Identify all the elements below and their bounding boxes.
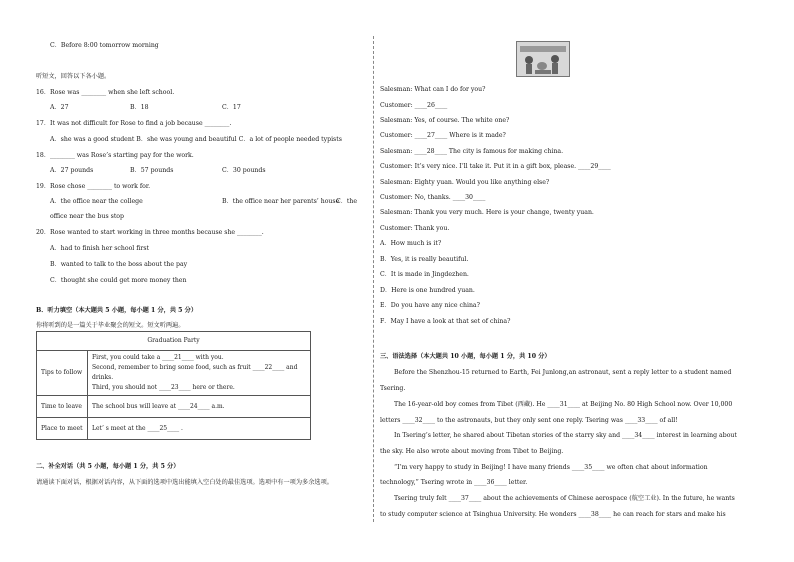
passage-line: “I’m very happy to study in Beijing! I have many friends ____35____ we often chat about information [394,464,708,471]
dialog-line: Customer: Thank you. [380,225,450,232]
option-b: B．18 [130,104,149,111]
passage-line: technology,” Tsering wrote in ____36____ letter. [380,479,528,486]
passage-line: Before the Shenzhou-15 returned to Earth, Fei Junlong,an astronaut, sent a reply letter to a student named [394,369,732,376]
dialog-line: Salesman: ____28____ The city is famous for making china. [380,148,564,155]
instruction: 听短文，回答以下各小题。 [36,73,111,80]
dialog-line: Customer: It’s very nice. I’ll take it. Put it in a gift box, please. ____29____ [380,163,611,170]
shop-scene-image [517,42,569,76]
row-head: Place to meet [37,418,88,440]
passage-line: to study computer science at Tsinghua University. He wonders ____38____ he can reach for stars and make his [380,511,726,518]
section-instruction: 你将听到的是一篇关于毕业聚会的短文。短文听两遍。 [36,322,185,329]
option-c: C．17 [222,104,241,111]
choice-option: E．Do you have any nice china? [380,302,480,309]
question-17: 17．It was not difficult for Rose to find a job because ________. [36,120,232,127]
option-line: C．Before 8:00 tomorrow morning [50,42,159,49]
choice-option: C．It is made in Jingdezhen. [380,271,469,278]
option-b: B．the office near her parents’ house [222,198,340,205]
passage-line: Tsering truly felt ____37____ about the achievements of Chinese aerospace (航空工业). In the future, he wants [394,495,735,502]
section-heading: 二、补全对话（共 5 小题，每小题 1 分，共 5 分） [36,463,180,470]
tip-line: Third, you should not ____23____ here or there. [92,384,235,391]
passage-line: In Tsering’s letter, he shared about Tibetan stories of the starry sky and ____34____ interest in learning about [394,432,737,439]
choice-option: D．Here is one hundred yuan. [380,287,475,294]
passage-line: The 16-year-old boy comes from Tibet (西藏). He ____31____ at Beijing No. 80 High School now. Over 10,000 [394,401,733,408]
option-c: C．30 pounds [222,167,266,174]
section-heading: B．听力填空（本大题共 5 小题，每小题 1 分，共 5 分） [36,307,198,314]
table-cell [88,351,311,396]
passage-line: the sky. He also wrote about moving from Tibet to Beijing. [380,448,564,455]
table-title: Graduation Party [37,332,311,351]
passage-line: Tsering. [380,385,406,392]
option-a: A．the office near the college [50,198,143,205]
choice-option: A．How much is it? [380,240,442,247]
tip-line: First, you could take a ____21____ with you. [92,354,224,361]
right-column [380,0,737,562]
option-c: C．thought she could get more money then [50,277,187,284]
graduation-table [36,331,311,440]
option-c: C．the [336,198,358,205]
column-divider [373,36,374,522]
dialog-line: Customer: ____27____ Where is it made? [380,132,506,139]
row-head: Time to leave [37,396,88,418]
choice-option: B．Yes, it is really beautiful. [380,256,469,263]
option-b: B．wanted to talk to the boss about the pay [50,261,188,268]
tip-line: Second, remember to bring some food, such as fruit ____22____ and drinks. [92,364,298,381]
question-18: 18．________ was Rose’s starting pay for the work. [36,152,194,159]
option-a: A．27 pounds [50,167,94,174]
table-cell: Let’ s meet at the ____25____ . [88,418,311,440]
option-a: A．27 [50,104,69,111]
section-instruction: 请通读下面对话，根据对话内容，从下面的选项中选出能填入空白处的最佳选项。选项中有一项为多余选项。 [36,479,333,486]
question-20: 20．Rose wanted to start working in three months because she ________. [36,229,264,236]
option-a: A．had to finish her school first [50,245,149,252]
dialog-line: Customer: No, thanks. ____30____ [380,194,486,201]
passage-line: letters ____32____ to the astronauts, but they only sent one reply. Tsering was ____33____ of all! [380,417,678,424]
section-heading: 三、语法选择（本大题共 10 小题，每小题 1 分，共 10 分） [380,353,551,360]
left-column [36,0,366,562]
row-head: Tips to follow [37,351,88,396]
dialog-line: Customer: ____26____ [380,102,448,109]
question-19: 19．Rose chose ________ to work for. [36,183,151,190]
choice-option: F．May I have a look at that set of china? [380,318,511,325]
dialog-line: Salesman: Yes, of course. The white one? [380,117,510,124]
option-c-cont: office near the bus stop [50,213,124,220]
illustration [516,41,570,77]
question-16: 16．Rose was ________ when she left school. [36,89,175,96]
options-17: A．she was a good student B．she was young and beautiful C．a lot of people needed typists [50,136,342,143]
dialog-line: Salesman: Eighty yuan. Would you like anything else? [380,179,550,186]
dialog-line: Salesman: What can I do for you? [380,86,486,93]
table-cell: The school bus will leave at ____24____ a.m. [88,396,311,418]
option-b: B．57 pounds [130,167,174,174]
dialog-line: Salesman: Thank you very much. Here is your change, twenty yuan. [380,209,594,216]
